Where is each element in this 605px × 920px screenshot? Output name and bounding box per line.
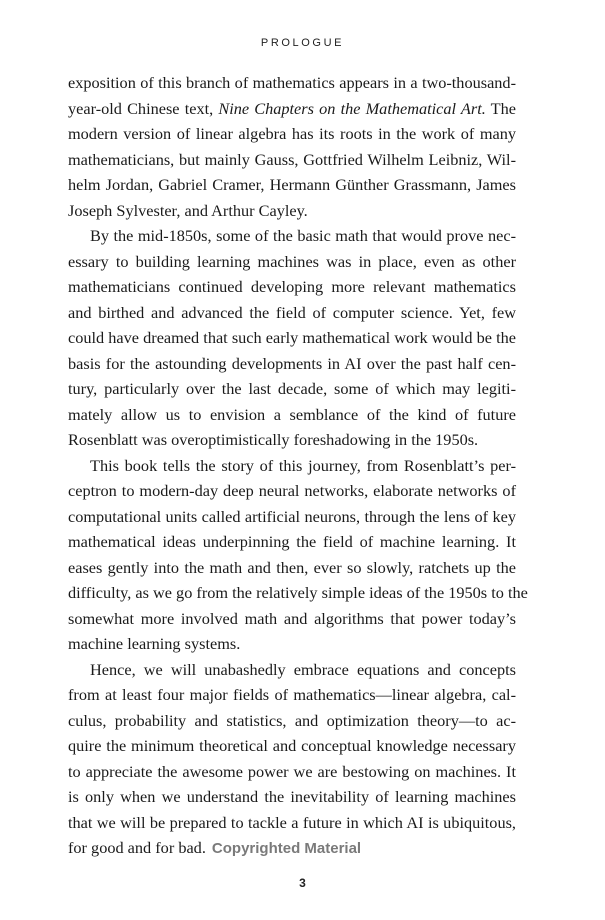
- text-line: to appreciate the awesome power we are bestowing on machines. It: [68, 761, 516, 781]
- text-line: difficulty, as we go from the relatively simple ideas of the 1950s to the: [68, 583, 528, 602]
- text-line: could have dreamed that such early mathematical work would be the: [68, 328, 516, 347]
- final-line-text: for good and for bad.: [68, 838, 206, 857]
- text-line: Joseph Sylvester, and Arthur Cayley.: [68, 200, 308, 220]
- text-line: year-old Chinese text, Nine Chapters on the Mathematical Art. The: [68, 98, 516, 118]
- text-line: mately allow us to envision a semblance of the kind of future: [68, 404, 516, 424]
- text-line: eases gently into the math and then, ever so slowly, ratchets up the: [68, 557, 516, 577]
- text-line: quire the minimum theoretical and conceptual knowledge necessary: [68, 736, 516, 755]
- text-line: is only when we understand the inevitability of learning machines: [68, 787, 516, 806]
- text-line: machine learning systems.: [68, 634, 241, 653]
- text-line: basis for the astounding developments in AI over the past half cen-: [68, 353, 516, 373]
- text-line: computational units called artificial neurons, through the lens of key: [68, 506, 516, 526]
- running-head: PROLOGUE: [260, 37, 345, 49]
- text-line: from at least four major fields of mathematics—linear algebra, cal-: [68, 685, 516, 704]
- page-number: 3: [299, 876, 306, 890]
- text-line: helm Jordan, Gabriel Cramer, Hermann Günther Grassmann, James: [68, 175, 516, 194]
- text-line: By the mid-1850s, some of the basic math that would prove nec-: [90, 226, 516, 245]
- text-line: somewhat more involved math and algorithms that power today’s: [68, 608, 516, 628]
- text-line: mathematical ideas underpinning the field of machine learning. It: [68, 532, 516, 551]
- paragraph: [68, 657, 516, 862]
- text-line: This book tells the story of this journey, from Rosenblatt’s per-: [90, 455, 516, 475]
- copyright-watermark: Copyrighted Material: [211, 840, 362, 857]
- text-line: tury, particularly over the last decade, some of which may legiti-: [68, 379, 516, 398]
- text-line: culus, probability and statistics, and optimization theory—to ac-: [68, 710, 516, 730]
- body-text: [68, 70, 528, 862]
- book-title: Nine Chapters on the Mathematical Art.: [218, 98, 486, 118]
- paragraph: [68, 70, 516, 223]
- text-line: mathematicians continued developing more relevant mathematics: [68, 277, 516, 296]
- text-line: that we will be prepared to tackle a future in which AI is ubiquitous,: [68, 812, 516, 832]
- text-line: [68, 835, 516, 862]
- text-line: essary to building learning machines was in place, even as other: [68, 251, 516, 271]
- text-line: Hence, we will unabashedly embrace equations and concepts: [90, 659, 516, 679]
- paragraph: [68, 453, 528, 657]
- text-line: Rosenblatt was overoptimistically foreshadowing in the 1950s.: [68, 430, 479, 449]
- text-line: and birthed and advanced the field of computer science. Yet, few: [68, 302, 516, 322]
- text-line: mathematicians, but mainly Gauss, Gottfried Wilhelm Leibniz, Wil-: [68, 149, 516, 169]
- text-line: ceptron to modern-day deep neural networks, elaborate networks of: [68, 481, 516, 500]
- text-line: modern version of linear algebra has its roots in the work of many: [68, 124, 516, 143]
- paragraph: [68, 223, 516, 453]
- text-line: exposition of this branch of mathematics appears in a two-thousand-: [68, 73, 516, 92]
